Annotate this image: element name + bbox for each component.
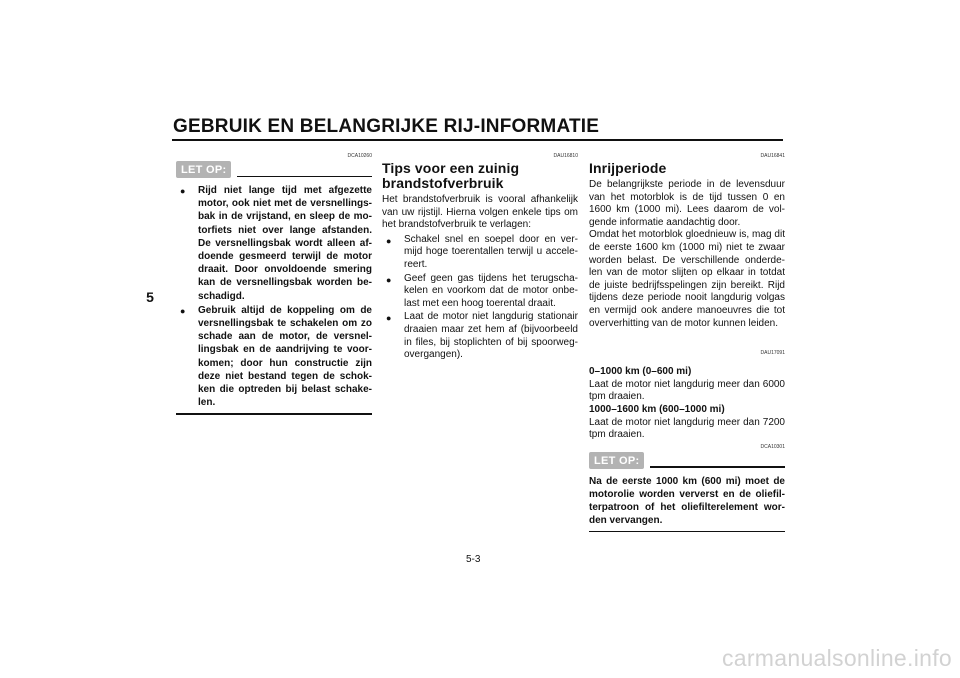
range-heading: 0–1000 km (0–600 mi) bbox=[589, 366, 692, 378]
caution-rule bbox=[237, 176, 373, 178]
caution-rule bbox=[650, 466, 786, 468]
caution-item-text: Rijd niet lange tijd met afgezette motor, ook niet met de versnellings-bak in de vrijstand, en sleep de mo-torfiets niet over lange afstanden. De versnellingsbak wordt alleen af-doende gesmeerd terwijl de motor draait. Door onvoldoende smering kan de versnellingsbak worden be-schadigd. bbox=[198, 185, 372, 302]
watermark: carmanualsonline.info bbox=[721, 645, 952, 671]
caution-end-rule bbox=[176, 413, 372, 415]
bullet-icon: ● bbox=[386, 313, 392, 324]
range-text: Laat de motor niet langdurig meer dan 6000 tpm draaien. bbox=[589, 378, 785, 403]
page-header-title: GEBRUIK EN BELANGRIJKE RIJ-INFORMATIE bbox=[173, 116, 600, 137]
column-fuel-tips bbox=[382, 147, 578, 363]
bullet-icon: ● bbox=[180, 305, 186, 316]
caution-header bbox=[176, 161, 372, 178]
reference-code: DAU16810 bbox=[553, 153, 578, 159]
fuel-tip bbox=[382, 311, 578, 361]
caution-badge: LET OP: bbox=[176, 161, 231, 178]
page-number: 5-3 bbox=[466, 554, 481, 565]
range-text: Laat de motor niet langdurig meer dan 7200 tpm draaien. bbox=[589, 416, 785, 441]
caution-list bbox=[176, 184, 372, 409]
chapter-tab: 5 bbox=[146, 289, 154, 305]
fuel-tip bbox=[382, 234, 578, 272]
caution-badge: LET OP: bbox=[589, 452, 644, 469]
bullet-icon: ● bbox=[180, 186, 186, 196]
reference-code: DCA10260 bbox=[347, 153, 372, 159]
bullet-icon: ● bbox=[386, 235, 392, 246]
fuel-tip-text: Geef geen gas tijdens het terugscha-kelen en voorkom dat de motor onbe-last met een hoog toerental draait. bbox=[404, 272, 578, 309]
reference-code: DCA10301 bbox=[760, 443, 785, 450]
bullet-icon: ● bbox=[386, 274, 392, 285]
caution-text: Na de eerste 1000 km (600 mi) moet de motorolie worden ververst en de oliefil-terpatroon of het oliefilterelement wor-den vervangen. bbox=[589, 475, 785, 526]
range-heading: 1000–1600 km (600–1000 mi) bbox=[589, 403, 725, 415]
reference-code: DAU16841 bbox=[760, 153, 785, 159]
header-rule bbox=[172, 139, 783, 141]
fuel-tip-text: Laat de motor niet langdurig stationair draaien maar zet hem af (bijvoorbeeld in files, bij stoplichten of bij spoorweg-overgangen). bbox=[404, 311, 578, 361]
section-heading: Inrijperiode bbox=[589, 160, 667, 176]
reference-code: DAU17091 bbox=[760, 350, 785, 357]
break-in-paragraph: Omdat het motorblok gloednieuw is, mag dit de eerste 1600 km (1000 mi) niet te zwaar worden belast. De verschillende onderde-len van de motor slijten op elkaar in totdat de juiste bedrijfsspelingen zijn bereikt. Rijd tijdens deze periode nooit langdurig volgas en vermijd ook andere manoeuvres die tot oververhitting van de motor kunnen leiden. bbox=[589, 229, 785, 329]
section-heading: Tips voor een zuinig brandstofverbruik bbox=[382, 160, 520, 191]
caution-item bbox=[176, 184, 372, 303]
fuel-intro: Het brandstofverbruik is vooral afhankelijk van uw rijstijl. Hierna volgen enkele tips om het brandstofverbruik te verlagen: bbox=[382, 194, 578, 231]
column-break-in bbox=[589, 147, 785, 532]
column-caution bbox=[176, 147, 372, 415]
caution-header bbox=[589, 452, 785, 469]
break-in-paragraph: De belangrijkste periode in de levensduur van het motorblok is de tijd tussen 0 en 1600 km (1000 mi). Lees daarom de vol-gende informatie aandachtig door. bbox=[589, 179, 785, 228]
fuel-tips-list bbox=[382, 234, 578, 362]
fuel-tip bbox=[382, 273, 578, 311]
caution-item bbox=[176, 304, 372, 410]
caution-end-rule bbox=[589, 531, 785, 533]
fuel-tip-text: Schakel snel en soepel door en ver-mijd hoge toerentallen terwijl u accele-reert. bbox=[404, 233, 578, 270]
caution-item-text: Gebruik altijd de koppeling om de versnellingsbak te schakelen om zo schade aan de motor, de versnel-lingsbak en de aandrijving te voor-komen; door hun constructie zijn deze niet bestand tegen de schok-ken die optreden bij belast schake-len. bbox=[198, 304, 372, 409]
